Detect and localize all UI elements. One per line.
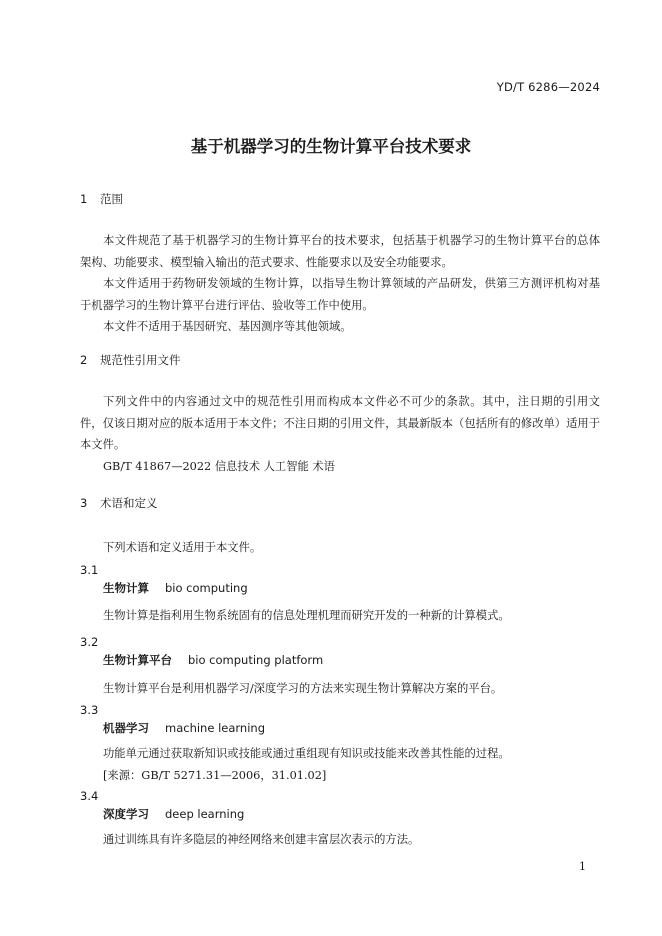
term-4-en: deep learning — [165, 807, 245, 821]
term-1-number: 3.1 — [80, 563, 99, 577]
section-1-paragraph-3: 本文件不适用于基因研究、基因测序等其他领域。 — [103, 320, 352, 334]
page-number: 1 — [579, 860, 586, 873]
term-2-heading — [103, 652, 323, 668]
term-2-cn: 生物计算平台 — [103, 653, 172, 667]
term-1-heading — [103, 580, 248, 596]
section-3-intro: 下列术语和定义适用于本文件。 — [103, 541, 262, 554]
term-3-number: 3.3 — [80, 703, 99, 717]
term-3-heading — [103, 720, 265, 736]
section-2-body — [80, 391, 600, 477]
term-2-en: bio computing platform — [188, 653, 324, 667]
term-1-definition: 生物计算是指利用生物系统固有的信息处理机理而研究开发的一种新的计算模式。 — [103, 609, 510, 622]
term-2-number: 3.2 — [80, 635, 99, 649]
section-3-heading — [80, 495, 158, 511]
section-1-paragraph-1: 本文件规范了基于机器学习的生物计算平台的技术要求，包括基于机器学习的生物计算平台的总体架构、功能要求、模型输入输出的范式要求、性能要求以及安全功能要求。 — [80, 234, 600, 269]
term-3-en: machine learning — [165, 721, 265, 735]
section-1-title: 范围 — [100, 192, 123, 206]
section-2-reference: GB/T 41867—2022 信息技术 人工智能 术语 — [103, 459, 335, 473]
section-2-number: 2 — [80, 353, 88, 367]
section-1-heading — [80, 191, 123, 207]
section-2-paragraph: 下列文件中的内容通过文中的规范性引用而构成本文件必不可少的条款。其中，注日期的引用文件，仅该日期对应的版本适用于本文件；不注日期的引用文件，其最新版本（包括所有的修改单）适用于本文件。 — [80, 395, 600, 452]
term-1-cn: 生物计算 — [103, 581, 149, 595]
section-1-number: 1 — [80, 192, 88, 206]
section-1-body — [80, 230, 600, 338]
section-2-heading — [80, 352, 181, 368]
term-1-en: bio computing — [165, 581, 248, 595]
term-4-number: 3.4 — [80, 789, 99, 803]
section-3-title: 术语和定义 — [100, 496, 158, 510]
term-4-definition: 通过训练具有许多隐层的神经网络来创建丰富层次表示的方法。 — [103, 833, 420, 846]
section-1-paragraph-2: 本文件适用于药物研发领域的生物计算，以指导生物计算领域的产品研发，供第三方测评机构对基于机器学习的生物计算平台进行评估、验收等工作中使用。 — [80, 277, 600, 312]
term-2-definition: 生物计算平台是利用机器学习/深度学习的方法来实现生物计算解决方案的平台。 — [103, 682, 503, 695]
term-3-definition: 功能单元通过获取新知识或技能或通过重组现有知识或技能来改善其性能的过程。 — [103, 747, 510, 760]
term-3-cn: 机器学习 — [103, 721, 149, 735]
term-4-heading — [103, 806, 244, 822]
document-title: 基于机器学习的生物计算平台技术要求 — [190, 137, 472, 156]
section-3-number: 3 — [80, 496, 88, 510]
standard-number: YD/T 6286—2024 — [496, 80, 600, 94]
term-3-source: [来源：GB/T 5271.31—2006，31.01.02] — [103, 769, 327, 782]
term-4-cn: 深度学习 — [103, 807, 149, 821]
section-2-title: 规范性引用文件 — [100, 353, 181, 367]
